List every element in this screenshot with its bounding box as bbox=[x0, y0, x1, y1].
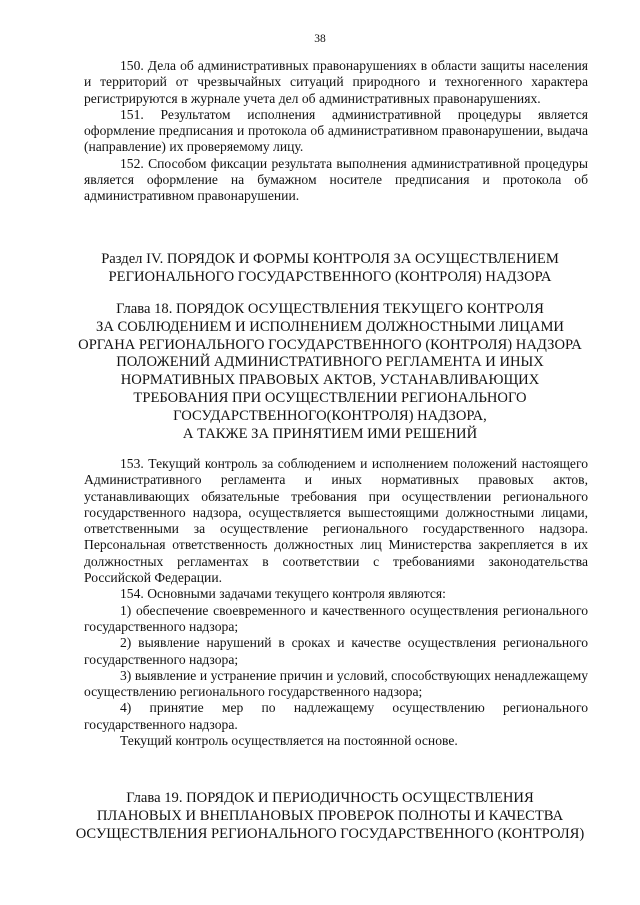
paragraph-154: 154. Основными задачами текущего контроля являются: bbox=[120, 586, 446, 602]
paragraph-150: 150. Дела об административных правонарушениях в области защиты населения и территорий от чрезвычайных ситуаций природного и техногенного характера регистрируются в журнале учета дел об административных правонарушениях. bbox=[84, 58, 588, 106]
paragraph-151: 151. Результатом исполнения административной процедуры является оформление предписания и протокола об административном правонарушении, выдача (направление) их проверяемому лицу. bbox=[84, 106, 588, 155]
list-item-1: 1) обеспечение своевременного и качественного осуществления регионального государственного надзора; bbox=[84, 602, 588, 634]
chapter19-heading-line: ПЛАНОВЫХ И ВНЕПЛАНОВЫХ ПРОВЕРОК ПОЛНОТЫ И КАЧЕСТВА bbox=[96, 807, 564, 824]
chapter19-heading-line: ОСУЩЕСТВЛЕНИЯ РЕГИОНАЛЬНОГО ГОСУДАРСТВЕННОГО (КОНТРОЛЯ) bbox=[75, 825, 585, 842]
chapter18-heading-line: ЗА СОБЛЮДЕНИЕМ И ИСПОЛНЕНИЕМ ДОЛЖНОСТНЫМИ ЛИЦАМИ bbox=[96, 318, 564, 335]
chapter-18-heading bbox=[40, 301, 620, 443]
chapter18-heading-line: ГОСУДАРСТВЕННОГО(КОНТРОЛЯ) НАДЗОРА, bbox=[173, 407, 487, 424]
chapter18-heading-line: Глава 18. ПОРЯДОК ОСУЩЕСТВЛЕНИЯ ТЕКУЩЕГО КОНТРОЛЯ bbox=[116, 301, 544, 317]
chapter18-heading-line: ОРГАНА РЕГИОНАЛЬНОГО ГОСУДАРСТВЕННОГО (КОНТРОЛЯ) НАДЗОРА bbox=[78, 336, 582, 353]
page-number: 38 bbox=[314, 33, 326, 45]
chapter19-heading-line: Глава 19. ПОРЯДОК И ПЕРИОДИЧНОСТЬ ОСУЩЕСТВЛЕНИЯ bbox=[126, 790, 534, 806]
section-iv-heading bbox=[40, 251, 620, 287]
list-item-3: 3) выявление и устранение причин и условий, способствующих ненадлежащему осуществлению регионального государственного надзора; bbox=[84, 667, 588, 700]
list-item-2: 2) выявление нарушений в сроках и качестве осуществления регионального государственного надзора; bbox=[84, 635, 588, 667]
chapter18-heading-line: А ТАКЖЕ ЗА ПРИНЯТИЕМ ИМИ РЕШЕНИЙ bbox=[182, 425, 478, 442]
chapter-19-heading bbox=[40, 790, 620, 843]
chapter18-heading-line: ТРЕБОВАНИЯ ПРИ ОСУЩЕСТВЛЕНИИ РЕГИОНАЛЬНОГО bbox=[133, 389, 527, 406]
chapter18-heading-line: НОРМАТИВНЫХ ПРАВОВЫХ АКТОВ, УСТАНАВЛИВАЮЩИХ bbox=[120, 372, 540, 389]
chapter18-heading-line: ПОЛОЖЕНИЙ АДМИНИСТРАТИВНОГО РЕГЛАМЕНТА И ИНЫХ bbox=[116, 354, 544, 371]
section-heading-line: РЕГИОНАЛЬНОГО ГОСУДАРСТВЕННОГО (КОНТРОЛЯ) НАДЗОРА bbox=[108, 268, 552, 285]
paragraph-current-control: Текущий контроль осуществляется на постоянной основе. bbox=[120, 733, 458, 749]
paragraph-153: 153. Текущий контроль за соблюдением и исполнением положений настоящего Административного регламента и иных нормативных правовых актов, устанавливающих обязательные требования при осуществлении регионального государственного надзора, осуществляется вышестоящими должностными лицами, ответственными за осуществление регионального государственного надзора. Персональная ответственность должностных лиц Министерства закрепляется в их должностных регламентах в соответствии с требованиями законодательства Российской Федерации. bbox=[84, 456, 588, 586]
section-heading-line: Раздел IV. ПОРЯДОК И ФОРМЫ КОНТРОЛЯ ЗА ОСУЩЕСТВЛЕНИЕМ bbox=[101, 251, 559, 267]
top-paragraphs bbox=[84, 58, 588, 205]
paragraph-152: 152. Способом фиксации результата выполнения административной процедуры является оформление на бумажном носителе предписания и протокола об административном правонарушении. bbox=[84, 155, 588, 204]
list-item-4: 4) принятие мер по надлежащему осуществлению регионального государственного надзора. bbox=[84, 700, 588, 732]
body-paragraphs bbox=[84, 456, 588, 749]
